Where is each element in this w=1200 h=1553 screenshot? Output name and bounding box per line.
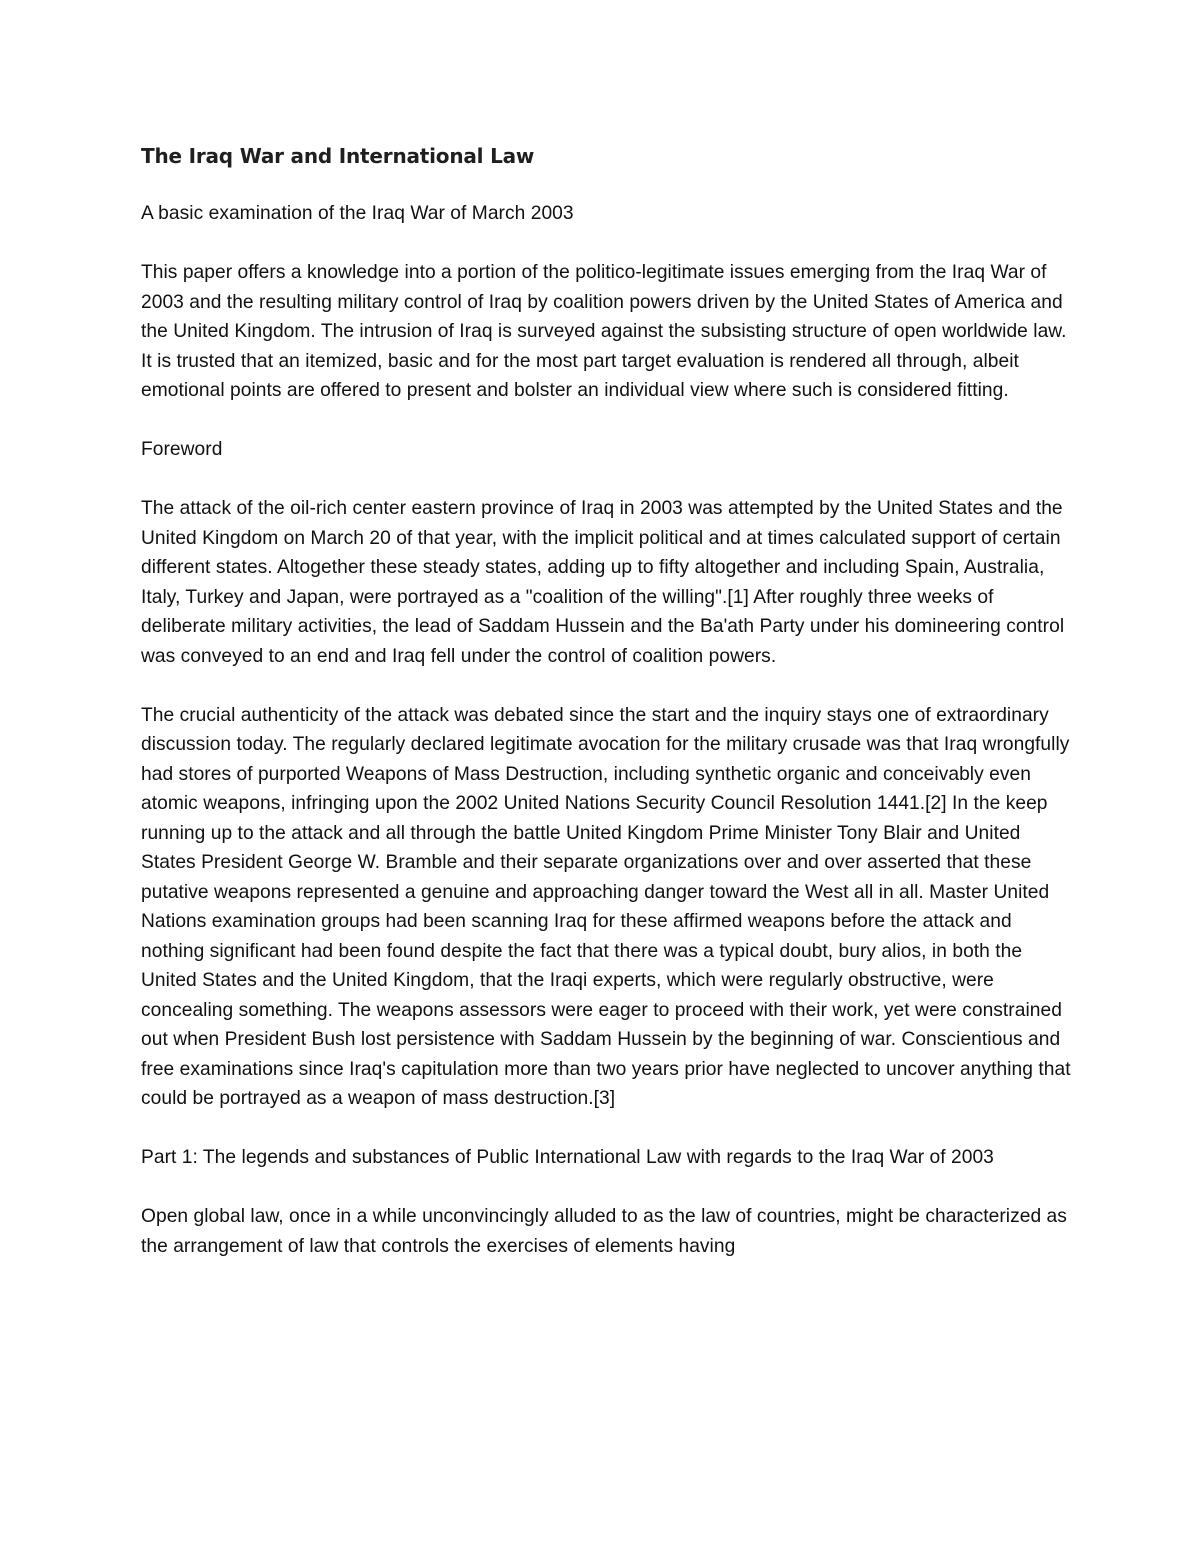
abstract-paragraph: This paper offers a knowledge into a portion of the politico-legitimate issues emerging from the Iraq War of 2003 and the resulting military control of Iraq by coalition powers driven by the United States of America and the United Kingdom. The intrusion of Iraq is surveyed against the subsisting structure of open worldwide law. It is trusted that an itemized, basic and for the most part target evaluation is rendered all through, albeit emotional points are offered to present and bolster an individual view where such is considered fitting. xyxy=(141,262,1067,401)
subtitle-paragraph: A basic examination of the Iraq War of March 2003 xyxy=(141,203,574,224)
body-paragraph: Open global law, once in a while unconvincingly alluded to as the law of countries, might be characterized as the arrangement of law that controls the exercises of elements having xyxy=(141,1206,1067,1257)
section-heading-part-1: Part 1: The legends and substances of Public International Law with regards to the Iraq War of 2003 xyxy=(141,1147,994,1168)
body-paragraph: The crucial authenticity of the attack was debated since the start and the inquiry stays one of extraordinary discussion today. The regularly declared legitimate avocation for the military crusade was that Iraq wrongfully had stores of purported Weapons of Mass Destruction, including synthetic organic and conceivably even atomic weapons, infringing upon the 2002 United Nations Security Council Resolution 1441.[2] In the keep running up to the attack and all through the battle United Kingdom Prime Minister Tony Blair and United States President George W. Bramble and their separate organizations over and over asserted that these putative weapons represented a genuine and approaching danger toward the West all in all. Master United Nations examination groups had been scanning Iraq for these affirmed weapons before the attack and nothing significant had been found despite the fact that there was a typical doubt, bury alios, in both the United States and the United Kingdom, that the Iraqi experts, which were regularly obstructive, were concealing something. The weapons assessors were eager to proceed with their work, yet were constrained out when President Bush lost persistence with Saddam Hussein by the beginning of war. Conscientious and free examinations since Iraq's capitulation more than two years prior have neglected to uncover anything that could be portrayed as a weapon of mass destruction.[3] xyxy=(141,704,1071,1109)
document-title: The Iraq War and International Law xyxy=(141,144,535,168)
body-paragraph: The attack of the oil-rich center eastern province of Iraq in 2003 was attempted by the United States and the United Kingdom on March 20 of that year, with the implicit political and at times calculated support of certain different states. Altogether these steady states, adding up to fifty altogether and including Spain, Australia, Italy, Turkey and Japan, were portrayed as a "coalition of the willing".[1] After roughly three weeks of deliberate military activities, the lead of Saddam Hussein and the Ba'ath Party under his domineering control was conveyed to an end and Iraq fell under the control of coalition powers. xyxy=(141,498,1065,667)
document-body xyxy=(141,140,1071,1291)
section-heading-foreword: Foreword xyxy=(141,439,223,460)
